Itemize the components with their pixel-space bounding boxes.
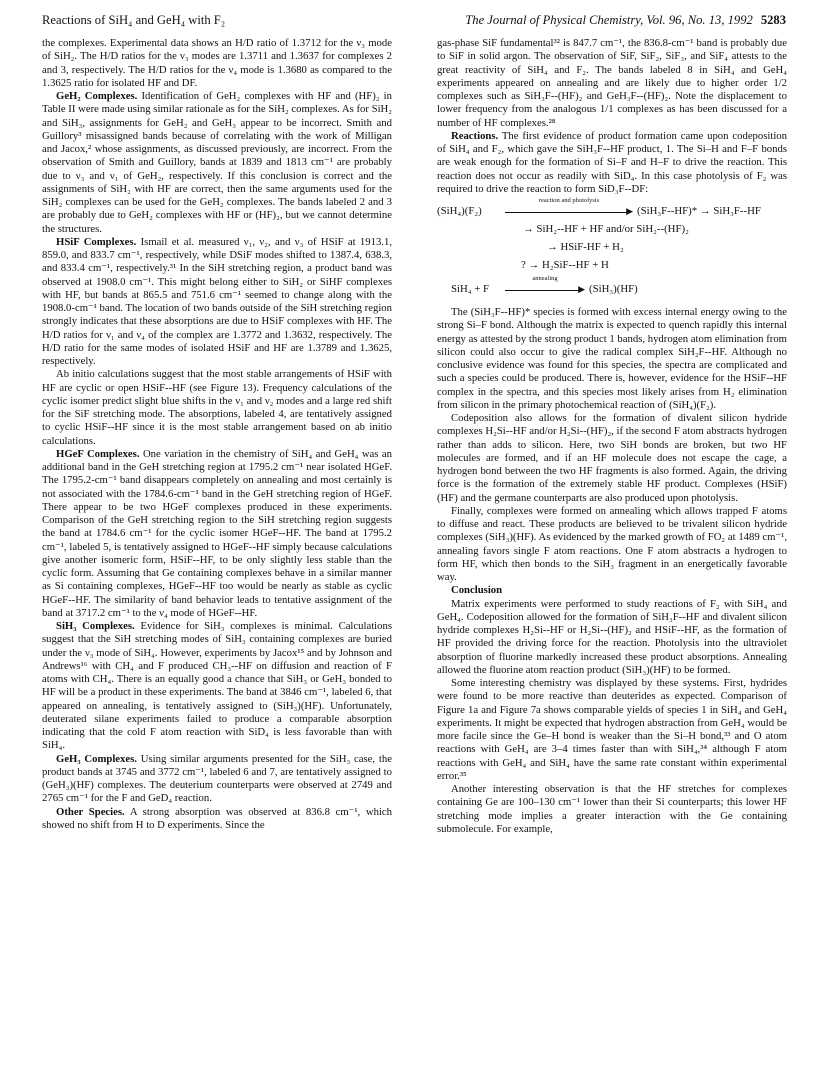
paragraph: Ab initio calculations suggest that the most stable arrangements of HSiF with HF are cyclic or open HSiF--HF (see Figure 13). Frequency calculations of the cyclic isomer predict slight blue shifts in the ν₁ and ν₂ modes and a large red shift for the SiF stretching mode. The absorptions, labeled 4, are tentatively assigned to cyclic HSiF--HF since it is the most stable arrangement based on ab initio calculations. [42, 368, 392, 447]
paragraph-text: Identification of GeH₂ complexes with HF and (HF)₂ in Table II were made using similar rationale as for the SiH₂ complexes. As for SiH₂ and SiH₃, assignments for GeH₂ and GeH₃ appear to be incorrect. Smith and Guillory³ misassigned bands because of correlating with the work of Milligan and Jacox,² whose assignments, as discussed previously, are incorrect. From the observation of Smith and Guillory, bands at 1839 and 1813 cm⁻¹ are probably due to ν₃ and ν₁ of GeH₂, respectively. If this conclusion is correct and the assignments of SiH₂ with HF are correct, then the same arguments used for the SiH₂ complexes can be used for the GeH₂ complexes. The bands labeled 2 and 3 are probably due to GeH₂ complexes with HF or (HF)₂, but we cannot determine the structures. [42, 90, 392, 235]
paragraph-text: Evidence for SiH₃ complexes is minimal. Calculations suggest that the SiH stretching modes of SiH₃ containing complexes are buried under the ν₃ mode of SiH₄. However, experiments by Jacox¹⁵ and by Johnson and Andrews¹⁶ with CH₄ and F produced CH₃--HF on diffusion and reaction of F atoms with CH₄. There is an equally good a chance that SiH₃ or GeH₃ bonded to HF will be a product in these experiments. The band at 3846 cm⁻¹, labeled 6, that appeared on annealing, is tentatively assigned to (SiH₃)(HF). Unfortunately, deuterated silane experiments failed to produce a comparable absorption indicating that the cold F atom reaction with SiD₄ is less favorable than with SiH₄. [42, 620, 392, 752]
arrow-line [505, 212, 629, 213]
paragraph-other-species [42, 806, 392, 833]
equation-rhs: (SiH₃)(HF) [589, 283, 638, 295]
paragraph-hsif-complexes [42, 236, 392, 369]
equation-5 [437, 275, 787, 298]
paragraph: gas-phase SiF fundamental³² is 847.7 cm⁻¹, the 836.8-cm⁻¹ band is probably due to SiF in solid argon. The observation of SiF, SiF₂, SiF₃, and SiF₄ attests to the great reactivity of SiH₄ and F₂. The bands labeled 8 in SiH₄ and GeH₄ experiments appeared on annealing and are likely due to higher order 1/2 complexes such as SiH₃F--(HF)₂ and GeH₃F--(HF)₂. Note the displacement to lower frequency from the analogous 1/1 complexes as has been discussed for a number of HF complexes.²⁸ [437, 37, 787, 129]
paragraph: The (SiH₃F--HF)* species is formed with excess internal energy owing to the strong Si–F bond. Although the matrix is expected to quench rapidly this internal energy as attested by the strong product 1 bands, hydrogen atom elimination from silicon could also occur to give the radical complex SiH₂F--HF. Although no conclusive evidence was found for this species, the spectra are complicated and such a species could be produced. There is, however, evidence for the HSiF--HF complex in the spectra, and this species most likely arises from H₂ elimination from silicon in the primary photochemical reaction of (SiH₄)(F₂). [437, 306, 787, 411]
journal-citation [465, 13, 786, 28]
paragraph-geh2-complexes [42, 90, 392, 236]
right-column [437, 37, 787, 836]
page-number: 5283 [760, 13, 786, 27]
equation-4 [437, 256, 787, 274]
paragraph-text: Ismail et al. measured ν₁, ν₂, and ν₃ of HSiF at 1913.1, 859.0, and 833.7 cm⁻¹, respectively, while DSiF modes shifted to 1387.4, 638.3, and 833.4 cm⁻¹, respectively.³¹ In the SiH stretching region, a product band was observed at 1908.0 cm⁻¹. This might belong either to SiH₂ or SiHF complexes with HF, but bands at 865.5 and 751.6 cm⁻¹ seemed to change along with the 1908.0-cm⁻¹ band. The location of two bands outside of the SiH stretching region strongly indicates that these absorptions are due to HSiF complexes with HF. The H/D ratios for ν₁ and ν₄ of the complex are 1.3772 and 1.3632, respectively. The H/D ratio for the same modes of isolated HSiF and HF are 1.3789 and 1.3625, respectively. [42, 235, 392, 367]
run-in-heading: HGeF Complexes. [56, 447, 140, 460]
reaction-equations [437, 197, 787, 298]
run-in-heading: GeH₃ Complexes. [56, 752, 137, 765]
equation-2 [437, 220, 787, 238]
paragraph: Matrix experiments were performed to study reactions of F₂ with SiH₄ and GeH₄. Codeposition allowed for the formation of SiH₃F--HF and divalent silicon hydride complexes H₂Si--HF or H₂Si--(HF)₂ and HSiF--HF, as the formation of HF provided the driving force for the reaction. Photolysis into the ultraviolet absorption of fluorine markedly increased these product absorptions. Annealing allowed the fluorine atom reaction product (SiH₃)(HF) to be formed. [437, 597, 787, 676]
equation-continuation: ? → H₂SiF--HF + H [521, 259, 609, 271]
equation-lhs: (SiH₄)(F₂) [437, 205, 482, 217]
paragraph: Finally, complexes were formed on annealing which allows trapped F atoms to diffuse and react. These products are believed to be trivalent silicon hydride complexes (SiH₃)(HF). As evidenced by the marked growth of FO₂ at 1489 cm⁻¹, annealing favors single F atom reactions. One F atom abstracts a hydrogen to form HF, which then bonds to the SiH₃ fragment in an energetically favorable way. [437, 504, 787, 583]
paragraph-text: The first evidence of product formation came upon codeposition of SiH₄ and F₂, which gave the SiH₃F--HF product, 1. The Si–H and F–F bonds are weak enough for the formation of Si–F and H–F to drive the reaction. This reaction does not occur as readily with SiD₄. In this case photolysis of F₂ was required to drive the reaction to form SiD₃F--DF: [437, 129, 787, 195]
page-header [42, 13, 786, 33]
run-in-heading: HSiF Complexes. [56, 235, 137, 248]
left-column [42, 37, 392, 832]
run-in-heading: Other Species. [56, 805, 125, 818]
paragraph-text: One variation in the chemistry of SiH₄ and GeH₄ was an additional band in the GeH stretching region at 1795.2 cm⁻¹ near isolated HGeF. The 1795.2-cm⁻¹ band disappears completely on annealing and most certainly is not associated with the 1784.6-cm⁻¹ band in the GeH stretching region of HGeF. There appear to be two HGeF complexes produced in these experiments. Comparison of the GeH stretching region to the SiH stretching region suggests the band at 1784.6 cm⁻¹ for the cyclic isomer HGeF--HF. The band at 1795.2 cm⁻¹, labeled 5, is tentatively assigned to HGeF--HF simply because calculations give another isomeric form, HSiF--HF, to be only slightly less stable than the cyclic form. Assuming that Ge containing complexes behave in a similar manner as Si containing complexes, HGeF--HF too would be nearly as stable as cyclic HGeF--HF. The similarity of band behavior leads to tentative assignment of the band at 3717.2 cm⁻¹ to the ν₄ mode of HGeF--HF. [42, 447, 392, 619]
paragraph-hgef-complexes [42, 448, 392, 620]
arrow-head-icon: ▶ [578, 284, 585, 294]
running-title: Reactions of SiH₄ and GeH₄ with F₂ [42, 13, 226, 27]
equation-continuation: → SiH₂--HF + HF and/or SiH₂--(HF)₂ [523, 223, 689, 235]
paragraph-geh3-complexes [42, 753, 392, 806]
paragraph-text: Using similar arguments presented for the SiH₃ case, the product bands at 3745 and 3772 cm⁻¹, labeled 6 and 7, are tentatively assigned to (GeH₃)(HF) complexes. The deuterium counterparts were observed at 2749 and 2765 cm⁻¹ for the F and GeD₄ reaction. [42, 752, 392, 805]
paragraph: Another interesting observation is that the HF stretches for complexes containing Ge are 100–130 cm⁻¹ lower than their Si counterparts; this lower HF stretching mode implies a greater interaction with the Ge containing submolecule. For example, [437, 783, 787, 835]
paragraph-text: A strong absorption was observed at 836.8 cm⁻¹, which showed no shift from H to D experiments. Since the [42, 805, 393, 831]
run-in-heading: Reactions. [451, 129, 499, 142]
arrow-line [505, 290, 581, 291]
paragraph-sih3-complexes [42, 620, 392, 753]
equation-1 [437, 197, 787, 220]
run-in-heading: SiH₃ Complexes. [56, 620, 135, 632]
equation-continuation: → HSiF-HF + H₂ [547, 241, 624, 253]
equation-lhs: SiH₄ + F [451, 283, 490, 295]
arrow-head-icon: ▶ [626, 206, 633, 216]
paragraph: the complexes. Experimental data shows an H/D ratio of 1.3712 for the ν₃ mode of SiH₂. The H/D ratios for the ν₃ modes are 1.3711 and 1.3637 for complexes 2 and 3, respectively. The H/D ratios for the ν₄ mode is 1.3680 as compared to the 1.3625 ratio for isolated HF and DF. [42, 37, 392, 89]
equation-rhs: (SiH₃F--HF)* → SiH₃F--HF [637, 205, 761, 217]
equation-3 [437, 238, 787, 256]
arrow-label: reaction and photolysis [538, 197, 600, 204]
run-in-heading: GeH₂ Complexes. [56, 90, 138, 102]
journal-name: The Journal of Physical Chemistry, Vol. 96, No. 13, 1992 [465, 13, 753, 27]
section-heading-conclusion: Conclusion [451, 584, 503, 597]
paragraph: Some interesting chemistry was displayed by these systems. First, hydrides were found to be more reactive than deuterides as expected. Comparison of Figure 1a and Figure 7a shows comparable yields of species 1 in SiH₄ and GeH₄ experiments. It might be expected that hydrogen abstraction from GeH₄ would be more facile since the Ge–H bond is weaker than the Si–H bond,³³ and O atom reactions with GeH₄ are 3–4 times faster than with SiH₄,³⁴ although F atom reactions with GeH₄ and SiH₄ have the same rate constant within experimental error.³⁵ [437, 677, 787, 782]
paragraph-reactions [437, 130, 787, 196]
paragraph: Codeposition also allows for the formation of divalent silicon hydride complexes H₂Si--HF and/or H₂Si--(HF)₂, if the second F atom abstracts hydrogen rather than adds to silicon. Here, two SiH bonds are broken, but two HF molecules are formed, and if an HF molecule does not escape the cage, a hydrogen bond between the two HF fragments is also formed. Again, the driving force is the formation of the extremely stable HF product. Complexes (HSiF)(HF) and the germane counterparts are also produced upon photolysis. [437, 412, 787, 504]
arrow-label: annealing [532, 275, 558, 282]
